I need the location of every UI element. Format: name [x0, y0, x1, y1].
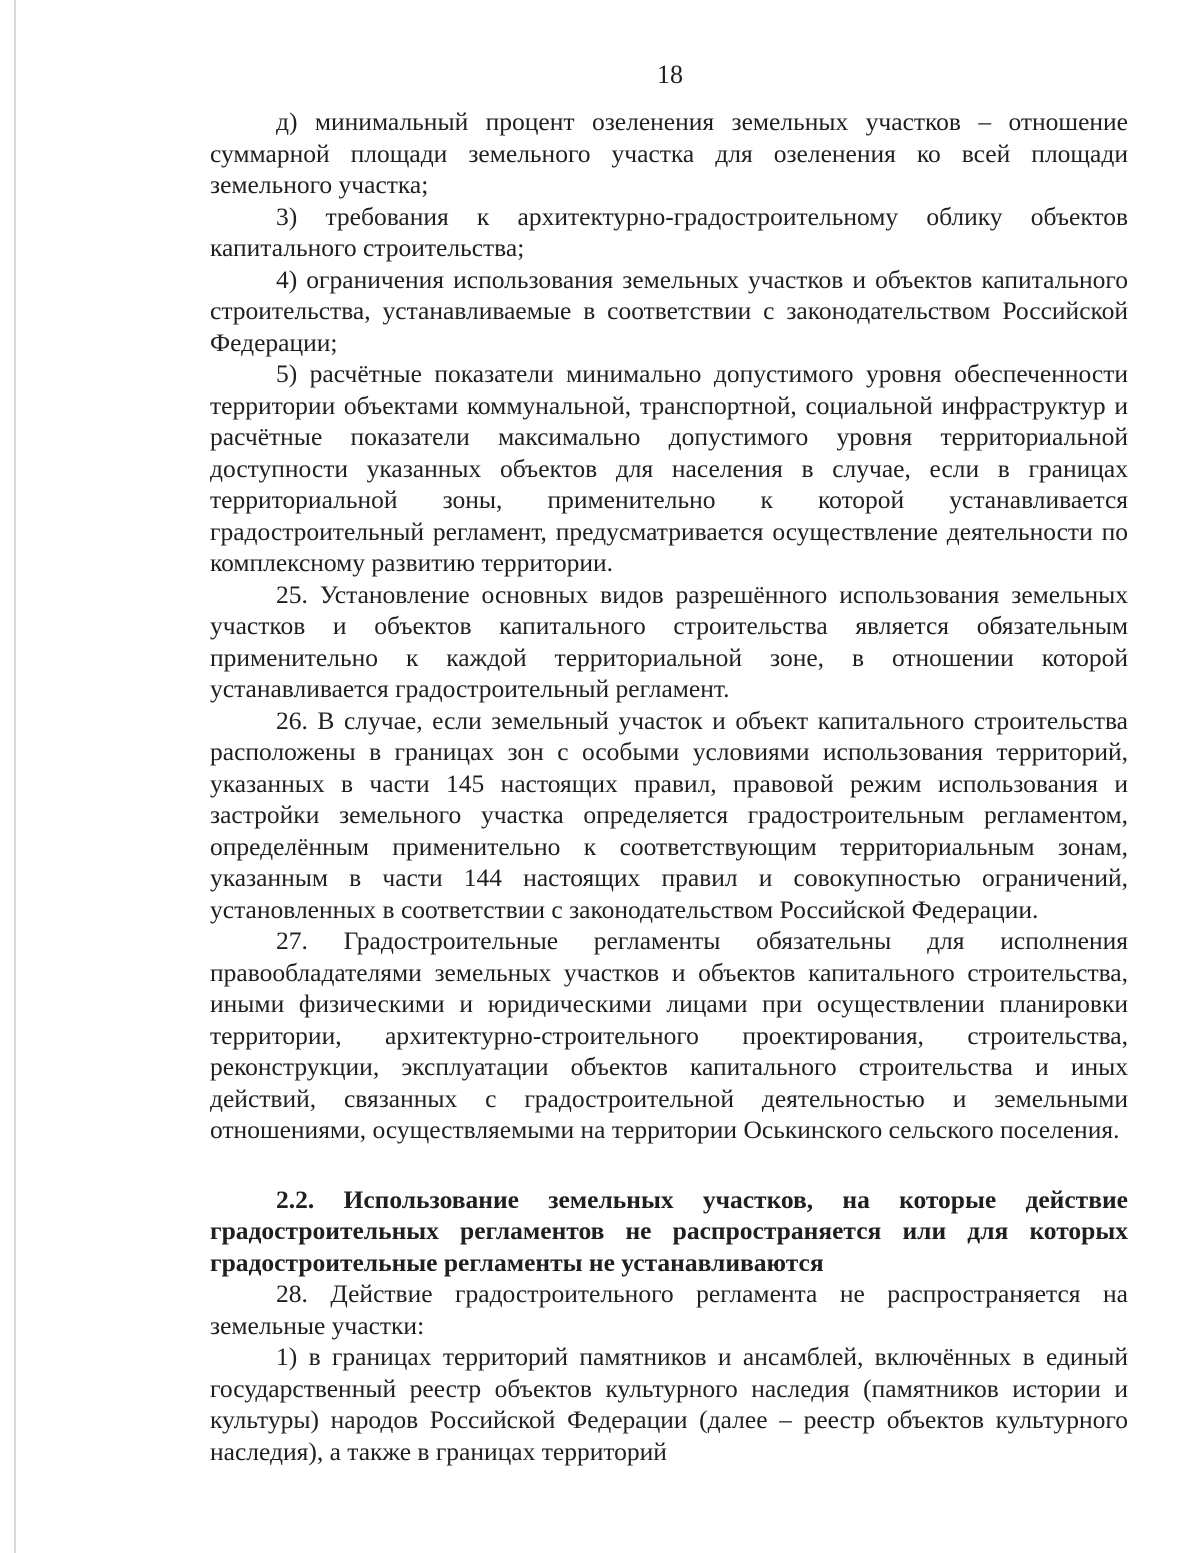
section-heading: 2.2. Использование земельных участков, на которые действие градостроительных регламентов не распространяется или для которых градостроительные регламенты не устанавливаются [210, 1184, 1128, 1277]
paragraph-25: 25. Установление основных видов разрешённого использования земельных участков и объектов капитального строительства является обязательным применительно к каждой территориальной зоне, в отношении которой устанавливается градостроительный регламент. [210, 579, 1128, 703]
page-content [210, 106, 1128, 1467]
paragraph-27: 27. Градостроительные регламенты обязательны для исполнения правообладателями земельных участков и объектов капитального строительства, иными физическими и юридическими лицами при осуществлении планировки территории, архитектурно-строительного проектирования, строительства, реконструкции, эксплуатации объектов капитального строительства и иных действий, связанных с градостроительной деятельностью и земельными отношениями, осуществляемыми на территории Оськинского сельского поселения. [210, 926, 1128, 1144]
paragraph-26: 26. В случае, если земельный участок и объект капитального строительства расположены в границах зон с особыми условиями использования территорий, указанных в части 145 настоящих правил, правовой режим использования и застройки земельного участка определяется градостроительным регламентом, определённым применительно к соответствующим территориальным зонам, указанным в части 144 настоящих правил и совокупностью ограничений, установленных в соответствии с законодательством Российской Федерации. [210, 705, 1128, 924]
scan-edge-line [14, 0, 16, 1553]
paragraph-item-3: 3) требования к архитектурно-градостроительному облику объектов капитального строительства; [210, 201, 1128, 262]
page-number: 18 [657, 60, 683, 89]
paragraph-item-5: 5) расчётные показатели минимально допустимого уровня обеспеченности территории объектами коммунальной, транспортной, социальной инфраструктур и расчётные показатели максимально допустимого уровня территориальной доступности указанных объектов для населения в случае, если в границах территориальной зоны, применительно к которой устанавливается градостроительный регламент, предусматривается осуществление деятельности по комплексному развитию территории. [210, 359, 1128, 577]
paragraph-28: 28. Действие градостроительного регламента не распространяется на земельные участки: [210, 1279, 1128, 1340]
paragraph-28-item-1: 1) в границах территорий памятников и ансамблей, включённых в единый государственный реестр объектов культурного наследия (памятников истории и культуры) народов Российской Федерации (далее – реестр объектов культурного наследия), а также в границах территорий [210, 1342, 1128, 1466]
paragraph-item-d: д) минимальный процент озеленения земельных участков – отношение суммарной площади земельного участка для озеленения ко всей площади земельного участка; [210, 107, 1128, 199]
paragraph-item-4: 4) ограничения использования земельных участков и объектов капитального строительства, устанавливаемые в соответствии с законодательством Российской Федерации; [210, 264, 1128, 357]
